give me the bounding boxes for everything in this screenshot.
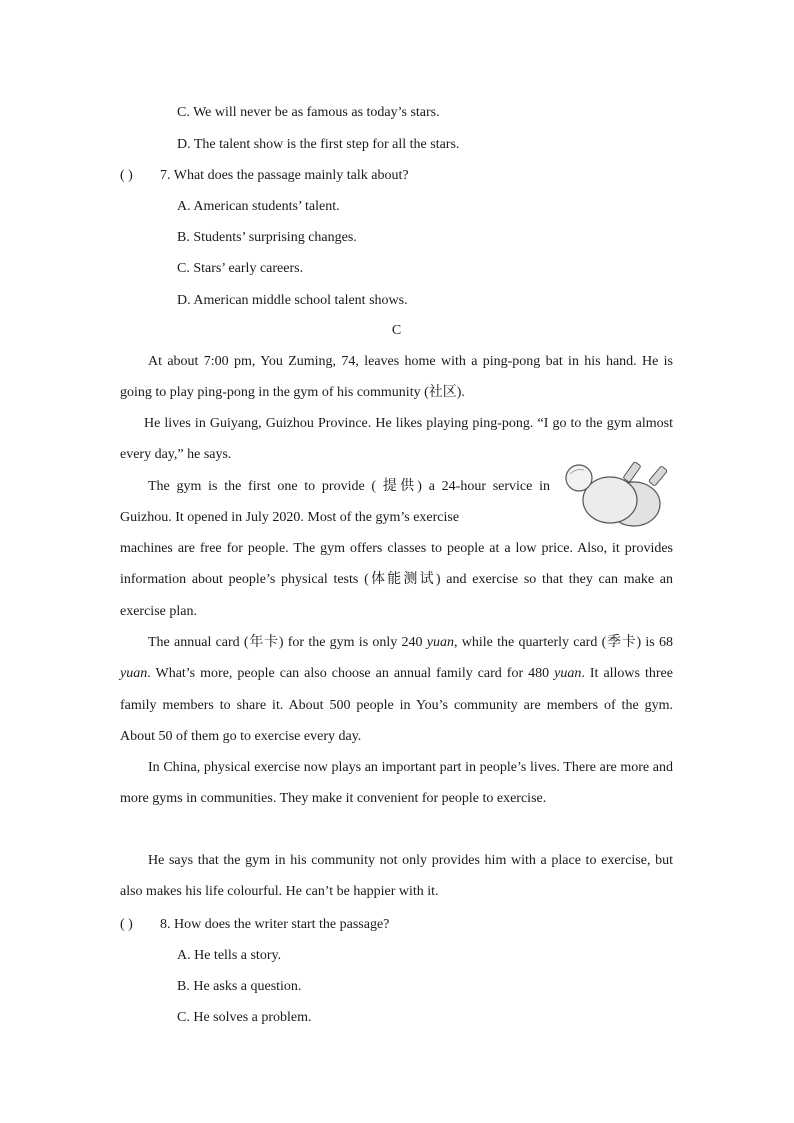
q7-answer-blank[interactable]: ( ) (120, 168, 133, 183)
q7-option-a: A. American students’ talent. (177, 199, 340, 214)
passage-paragraph-6: He says that the gym in his community not only provides him with a place to exercise, but also makes his life colourful. He can’t be happier with it. (120, 853, 673, 900)
q8-option-c: C. He solves a problem. (177, 1010, 312, 1025)
passage-paragraph-4 (120, 627, 673, 752)
p4-yuan-1: yuan (426, 635, 455, 650)
q8-option-b: B. He asks a question. (177, 979, 302, 994)
p4-text-1: The annual card (年卡) for the gym is only 240 (148, 635, 427, 650)
passage-paragraph-2: He lives in Guiyang, Guizhou Province. He likes playing ping-pong. “I go to the gym almost every day,” he says. (120, 416, 673, 463)
p4-text-4: . It allows three family members to share it. About 500 people in You’s community are members of the gym. About 50 of them go to exercise every day. (120, 666, 673, 744)
q7-option-b: B. Students’ surprising changes. (177, 230, 357, 245)
q8-stem-row (120, 916, 389, 934)
passage-paragraph-1: At about 7:00 pm, You Zuming, 74, leaves home with a ping-pong bat in his hand. He is going to play ping-pong in the gym of his community (社区). (120, 354, 673, 401)
p4-text-3: . What’s more, people can also choose an annual family card for 480 (147, 666, 555, 682)
q6-option-d: D. The talent show is the first step for all the stars. (177, 137, 460, 152)
q8-option-a: A. He tells a story. (177, 948, 282, 963)
p4-yuan-3: yuan (554, 666, 582, 682)
q6-option-c: C. We will never be as famous as today’s stars. (177, 105, 440, 120)
passage-paragraph-3b: machines are free for people. The gym offers classes to people at a low price. Also, it provides information about people’s physical tests (体能测试) and exercise so that they can make an exercise plan. (120, 541, 673, 619)
q7-option-d: D. American middle school talent shows. (177, 293, 408, 308)
passage-paragraph-5: In China, physical exercise now plays an important part in people’s lives. There are more and more gyms in communities. They make it convenient for people to exercise. (120, 760, 673, 807)
p4-text-2: , while the quarterly card (季卡) is 68 (454, 635, 673, 650)
q7-option-c: C. Stars’ early careers. (177, 261, 304, 276)
ping-pong-paddles-icon (562, 456, 674, 530)
q8-stem: 8. How does the writer start the passage? (160, 917, 390, 932)
q7-stem: 7. What does the passage mainly talk about? (160, 168, 409, 183)
section-c-heading: C (391, 323, 402, 338)
p4-yuan-2: yuan (120, 666, 148, 682)
q8-answer-blank[interactable]: ( ) (120, 917, 133, 932)
passage-paragraph-3a: The gym is the first one to provide ( 提供) a 24-hour service in Guizhou. It opened in July 2020. Most of the gym’s exercise (120, 479, 550, 526)
q7-stem-row (120, 167, 409, 185)
